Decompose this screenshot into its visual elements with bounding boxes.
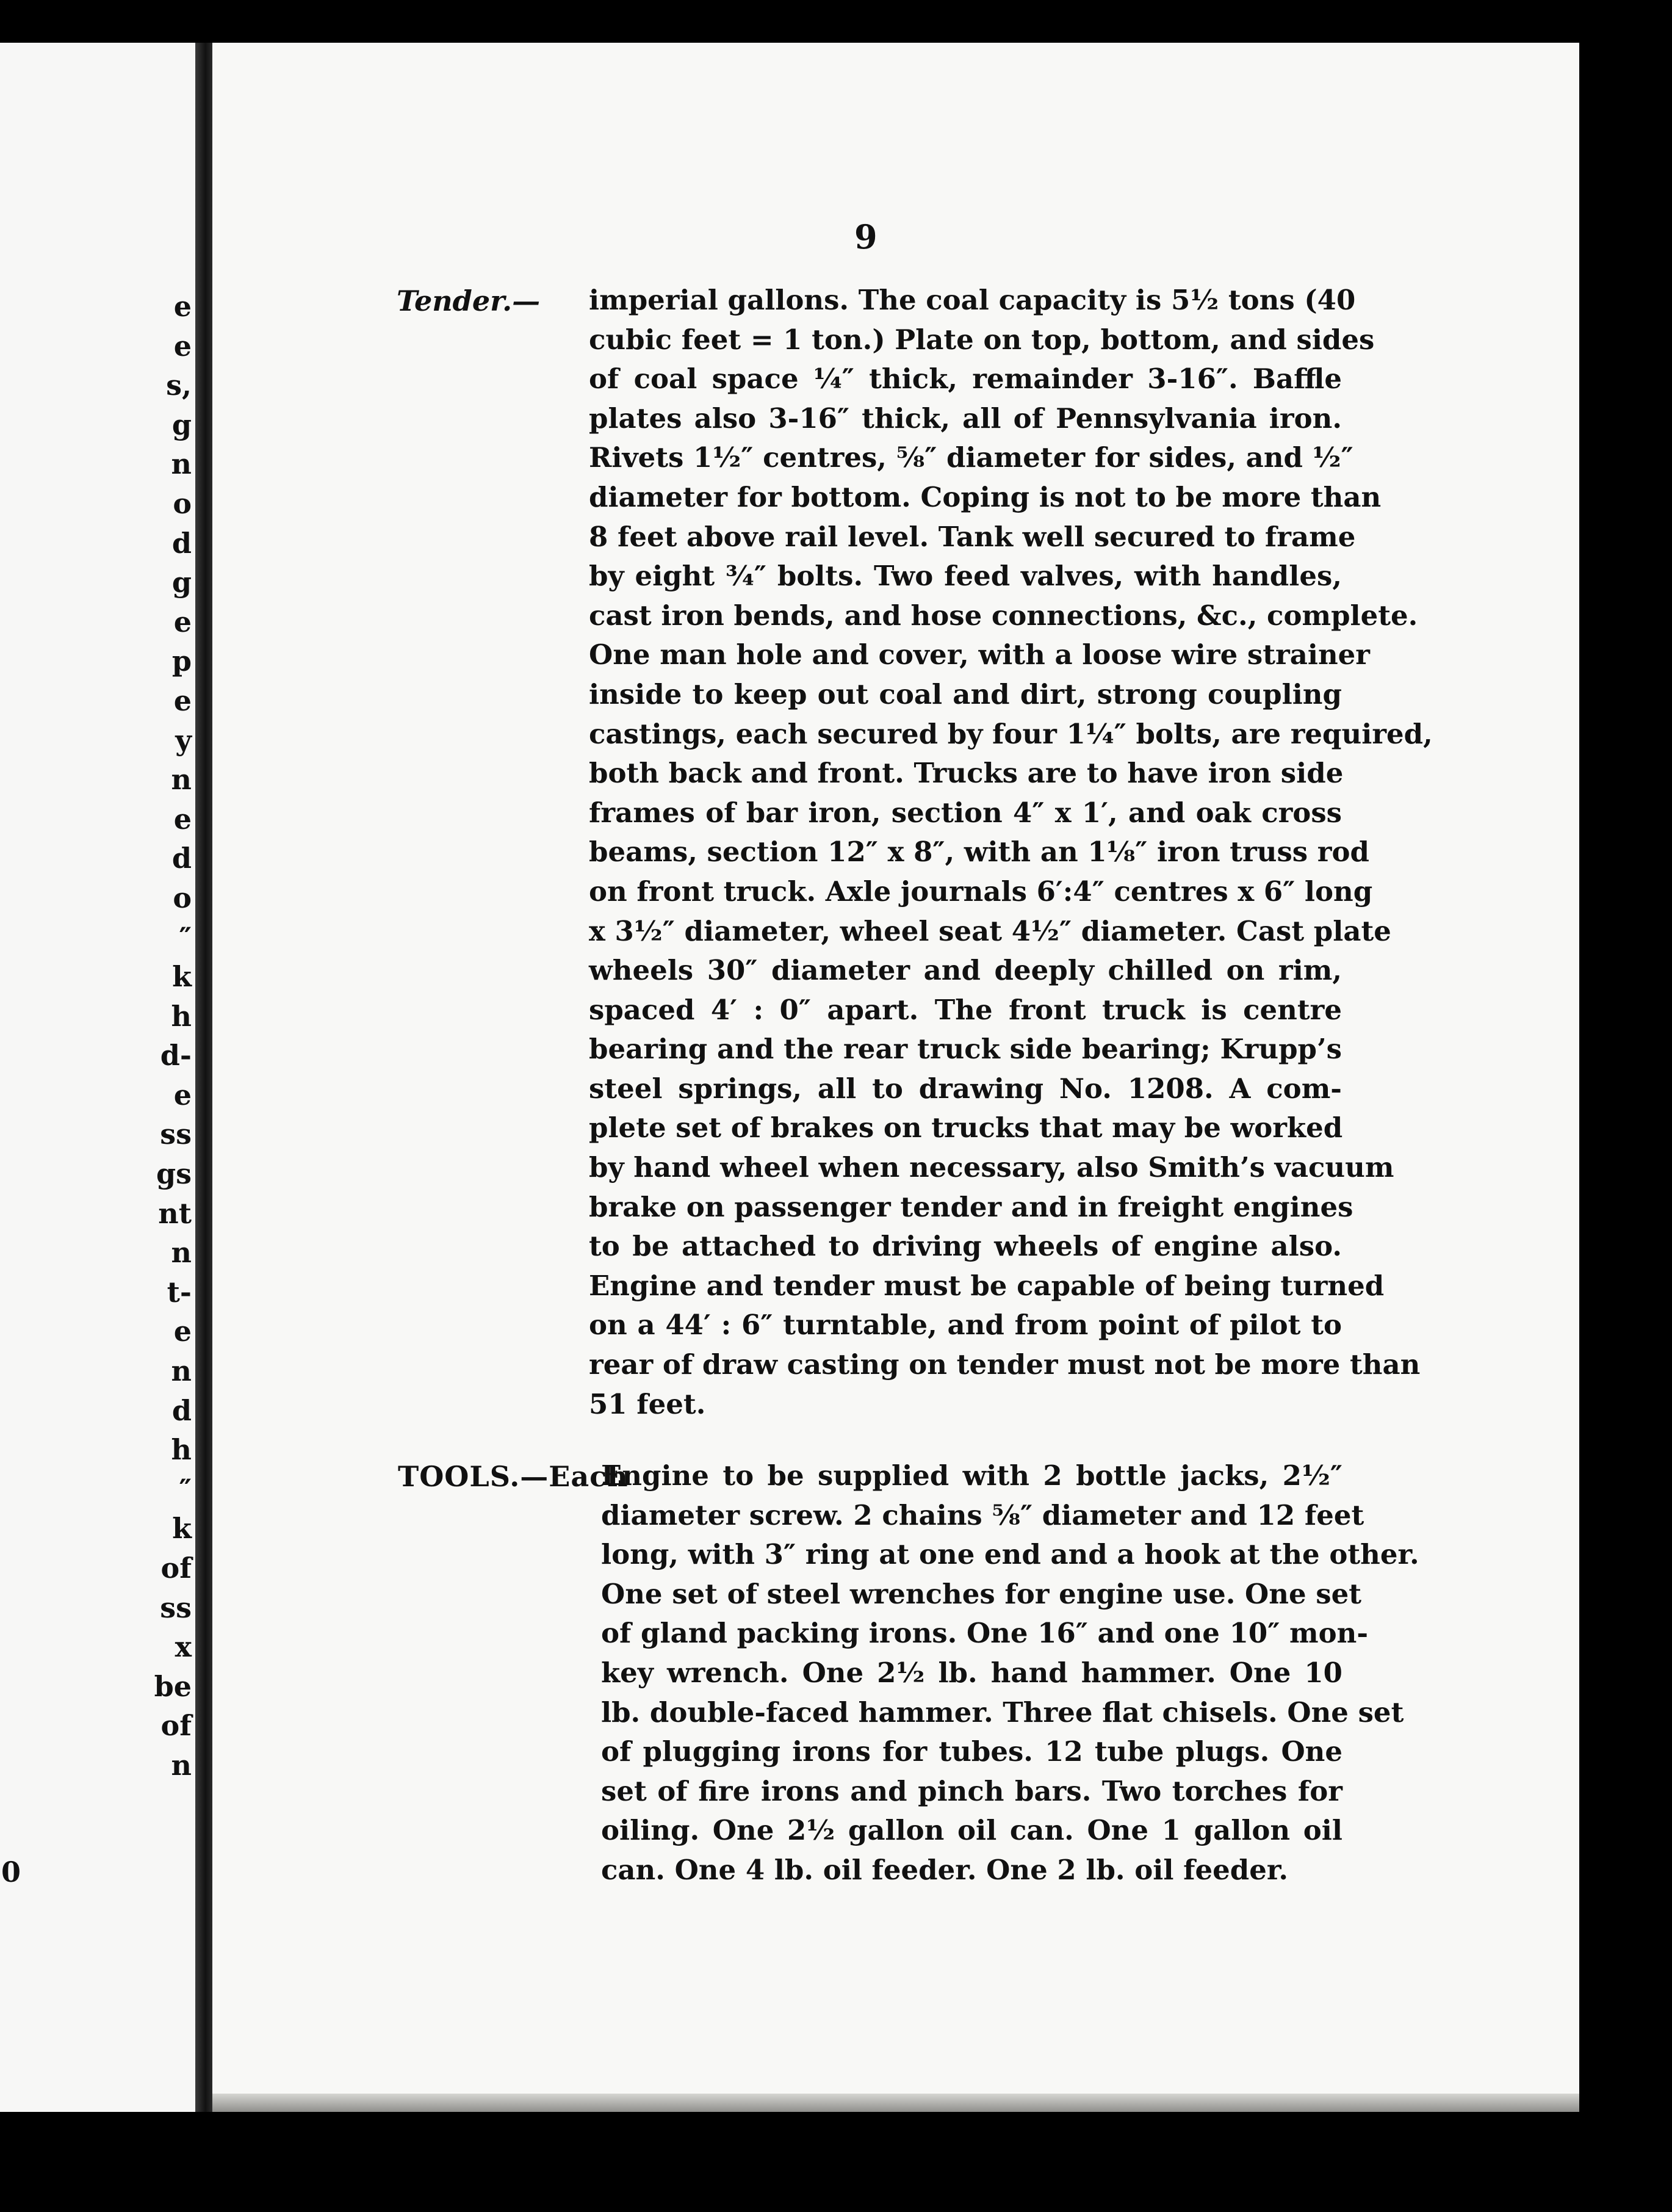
text-line: long, with 3″ ring at one end and a hook at the other. [601,1538,1419,1571]
left-page-fragment: g [171,408,192,441]
text-line: on a 44′ : 6″ turntable, and from point of pilot to [589,1309,1342,1342]
left-page-fragment: of [160,1552,192,1585]
text-line: both back and front. Trucks are to have iron side [589,757,1344,790]
text-line: 8 feet above rail level. Tank well secured to frame [589,520,1356,553]
text-line: bearing and the rear truck side bearing; Krupp’s [589,1033,1342,1066]
text-line: can. One 4 lb. oil feeder. One 2 lb. oil feeder. [601,1853,1289,1886]
left-page-fragment: of [160,1709,192,1743]
text-line: Rivets 1½″ centres, ⅝″ diameter for sides, and ½″ [589,441,1353,474]
text-line: imperial gallons. The coal capacity is 5½ tons (40 [589,284,1356,316]
text-line: cubic feet = 1 ton.) Plate on top, bottom, and sides [589,323,1375,356]
text-line: inside to keep out coal and dirt, strong coupling [589,678,1342,710]
text-line: to be attached to driving wheels of engine also. [589,1230,1342,1263]
left-page-fragment: p [171,645,192,678]
left-page-fragment: x [175,1630,192,1664]
text-line: frames of bar iron, section 4″ x 1′, and oak cross [589,796,1342,829]
left-page-fragment: ″ [179,1472,192,1506]
left-page-fragment: t- [167,1275,192,1309]
text-line: on front truck. Axle journals 6′:4″ centres x 6″ long [589,875,1373,908]
left-page-fragment: o [173,486,192,520]
left-page-fragment: n [171,447,192,481]
left-page-fragment: ″ [179,920,192,954]
left-page-fragment: d- [160,1039,192,1072]
left-page-fragment: y [175,723,192,757]
left-page-fragment: h [171,999,192,1033]
text-line: One man hole and cover, with a loose wire strainer [589,638,1371,671]
left-page-fragment: d [171,526,192,560]
left-page-fragment: d [171,1393,192,1427]
left-page-fragment: g [171,566,192,599]
text-line: brake on passenger tender and in freight engines [589,1190,1353,1223]
text-line: rear of draw casting on tender must not be more than [589,1348,1421,1381]
left-page-fragment: n [171,763,192,797]
left-page-fragment: gs [156,1157,192,1191]
text-line: of gland packing irons. One 16″ and one 10″ mon- [601,1617,1369,1650]
left-page-fragment: k [172,1512,192,1545]
left-page-fragment: e [173,329,192,363]
left-page-fragment: d [171,842,192,875]
left-page-fragment: h [171,1433,192,1467]
text-line: diameter screw. 2 chains ⅝″ diameter and 12 feet [601,1498,1364,1531]
text-line: beams, section 12″ x 8″, with an 1⅛″ iron truss rod [589,836,1369,869]
tender-section-label: Tender.— [397,284,541,317]
text-line: by eight ¾″ bolts. Two feed valves, with handles, [589,560,1342,593]
text-line: cast iron bends, and hose connections, &c., complete. [589,599,1418,632]
left-page-number-fragment: 0 [1,1856,21,1889]
text-line: diameter for bottom. Coping is not to be more than [589,480,1382,513]
left-page-fragment: e [173,290,192,323]
text-line: wheels 30″ diameter and deeply chilled on rim, [589,954,1342,987]
text-line: Engine to be supplied with 2 bottle jacks, 2½″ [601,1459,1342,1492]
left-page-fragment: e [173,684,192,717]
page-bottom-edge [212,2094,1579,2112]
tools-section-label: TOOLS.—Each [398,1460,629,1493]
left-page-fragment: ss [160,1591,192,1624]
left-page-fragment: ss [160,1118,192,1151]
text-line: spaced 4′ : 0″ apart. The front truck is centre [589,993,1342,1026]
tender-paragraph [589,281,1433,1424]
left-page-fragment: e [173,1078,192,1111]
left-page-fragment: n [171,1354,192,1388]
tools-paragraph [601,1456,1419,1890]
text-line: by hand wheel when necessary, also Smith’s vacuum [589,1151,1394,1184]
text-line: lb. double-faced hammer. Three flat chisels. One set [601,1696,1404,1729]
left-page-fragment: o [173,881,192,914]
text-line: 51 feet. [589,1387,706,1420]
text-line: key wrench. One 2½ lb. hand hammer. One 10 [601,1656,1342,1689]
left-page-fragment: e [173,605,192,638]
left-page-fragment: n [171,1748,192,1782]
left-page-fragment: s, [166,369,192,402]
left-page-fragment: k [172,960,192,994]
text-line: x 3½″ diameter, wheel seat 4½″ diameter. Cast plate [589,914,1391,947]
page-number: 9 [854,217,877,256]
text-line: oiling. One 2½ gallon oil can. One 1 gallon oil [601,1814,1342,1847]
left-page-fragment: e [173,1315,192,1348]
page-gutter [195,43,212,2112]
left-page-fragment: nt [158,1196,192,1230]
text-line: castings, each secured by four 1¼″ bolts, are required, [589,717,1433,750]
text-line: of plugging irons for tubes. 12 tube plugs. One [601,1735,1342,1768]
text-line: of coal space ¼″ thick, remainder 3-16″. Baffle [589,363,1342,396]
left-page-fragment: n [171,1236,192,1270]
text-line: plete set of brakes on trucks that may be worked [589,1111,1343,1144]
left-page-fragment: be [154,1669,192,1703]
text-line: steel springs, all to drawing No. 1208. A com- [589,1072,1342,1105]
text-line: One set of steel wrenches for engine use. One set [601,1577,1362,1610]
text-line: Engine and tender must be capable of being turned [589,1269,1385,1302]
text-line: plates also 3-16″ thick, all of Pennsylvania iron. [589,402,1342,435]
left-page-text-fragments [0,287,195,1785]
left-page-fragment: e [173,802,192,836]
text-line: set of fire irons and pinch bars. Two torches for [601,1774,1342,1807]
